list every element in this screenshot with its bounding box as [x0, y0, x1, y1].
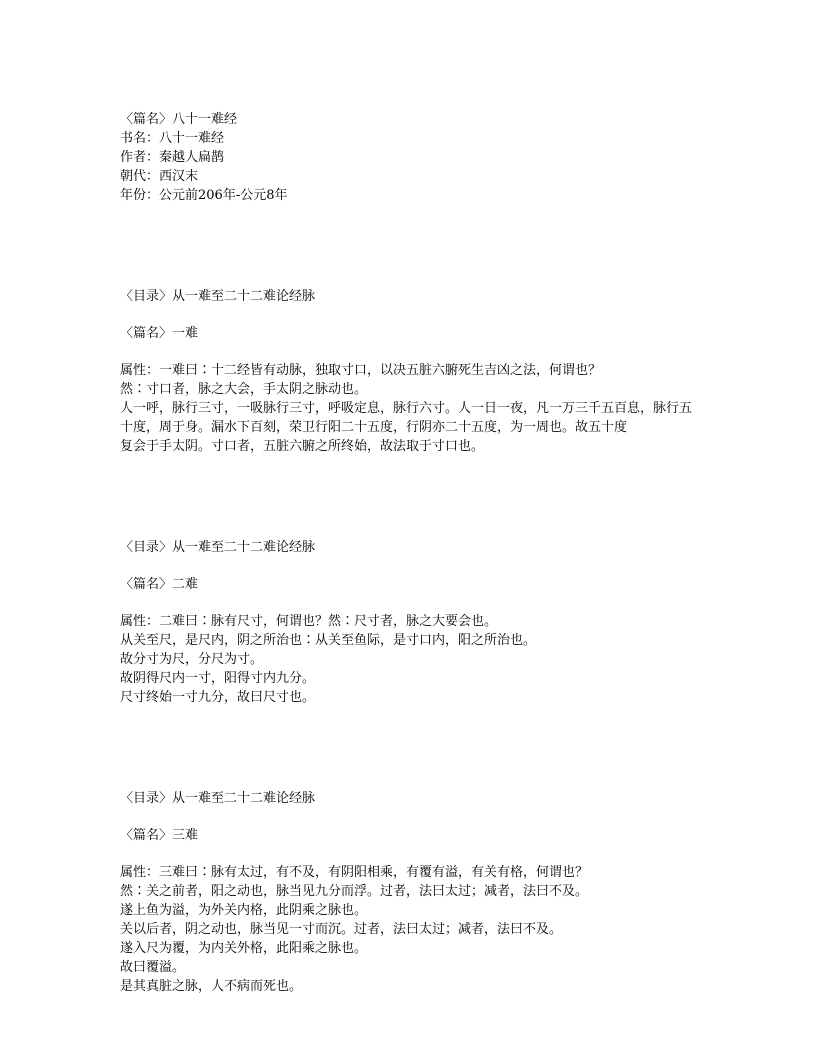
- chapter-heading: 〈篇名〉一难: [120, 326, 199, 341]
- section-2: [120, 538, 700, 707]
- chapter-title: 〈篇名〉八十一难经: [120, 112, 238, 127]
- text-line: 属性：一难曰∶十二经皆有动脉，独取寸口，以决五脏六腑死生吉凶之法，何谓也？: [120, 363, 602, 378]
- text-line: 复会于手太阴。寸口者，五脏六腑之所终始，故法取于寸口也。: [120, 439, 485, 454]
- author: 作者：秦越人扁鹊: [120, 150, 225, 165]
- header-block: [120, 110, 700, 205]
- spacer: [120, 306, 700, 324]
- catalog-heading: 〈目录〉从一难至二十二难论经脉: [120, 540, 316, 555]
- text-line: 故分寸为尺，分尺为寸。: [120, 652, 264, 667]
- text-line: 尺寸终始一寸九分，故曰尺寸也。: [120, 690, 316, 705]
- spacer: [120, 343, 700, 361]
- spacer: [120, 456, 700, 500]
- spacer: [120, 557, 700, 575]
- year: 年份：公元前206年-公元8年: [120, 188, 288, 203]
- text-line: 故曰覆溢。: [120, 960, 186, 975]
- document-page: [120, 110, 700, 996]
- text-line: 关以后者，阴之动也，脉当见一寸而沉。过者，法曰太过；减者，法曰不及。: [120, 922, 563, 937]
- text-line: 然∶关之前者，阳之动也，脉当见九分而浮。过者，法曰太过；减者，法曰不及。: [120, 884, 589, 899]
- text-line: 然∶寸口者，脉之大会，手太阴之脉动也。: [120, 382, 368, 397]
- text-line: 是其真脏之脉，人不病而死也。: [120, 979, 303, 994]
- spacer: [120, 808, 700, 826]
- section-1: [120, 287, 700, 456]
- text-line: 属性：二难曰∶脉有尺寸，何谓也？然∶尺寸者，脉之大要会也。: [120, 614, 498, 629]
- book-name: 书名：八十一难经: [120, 131, 225, 146]
- catalog-heading: 〈目录〉从一难至二十二难论经脉: [120, 791, 316, 806]
- text-line: 故阴得尺内一寸，阳得寸内九分。: [120, 671, 316, 686]
- text-line: 属性：三难曰∶脉有太过，有不及，有阴阳相乘，有覆有溢，有关有格，何谓也？: [120, 865, 589, 880]
- spacer: [120, 845, 700, 863]
- spacer: [120, 205, 700, 249]
- text-line: 遂上鱼为溢，为外关内格，此阴乘之脉也。: [120, 903, 368, 918]
- catalog-heading: 〈目录〉从一难至二十二难论经脉: [120, 289, 316, 304]
- spacer: [120, 751, 700, 789]
- chapter-heading: 〈篇名〉二难: [120, 577, 199, 592]
- text-line: 从关至尺，是尺内，阴之所治也∶从关至鱼际，是寸口内，阳之所治也。: [120, 633, 537, 648]
- spacer: [120, 249, 700, 287]
- spacer: [120, 594, 700, 612]
- section-3: [120, 789, 700, 996]
- dynasty: 朝代：西汉末: [120, 169, 199, 184]
- text-line: 遂入尺为覆，为内关外格，此阳乘之脉也。: [120, 941, 368, 956]
- text-paragraph: 人一呼，脉行三寸，一吸脉行三寸，呼吸定息，脉行六寸。人一日一夜，凡一万三千五百息，脉行五十度，周于身。漏水下百刻，荣卫行阳二十五度，行阴亦二十五度，为一周也。故五十度: [120, 401, 693, 435]
- spacer: [120, 707, 700, 751]
- chapter-heading: 〈篇名〉三难: [120, 828, 199, 843]
- spacer: [120, 500, 700, 538]
